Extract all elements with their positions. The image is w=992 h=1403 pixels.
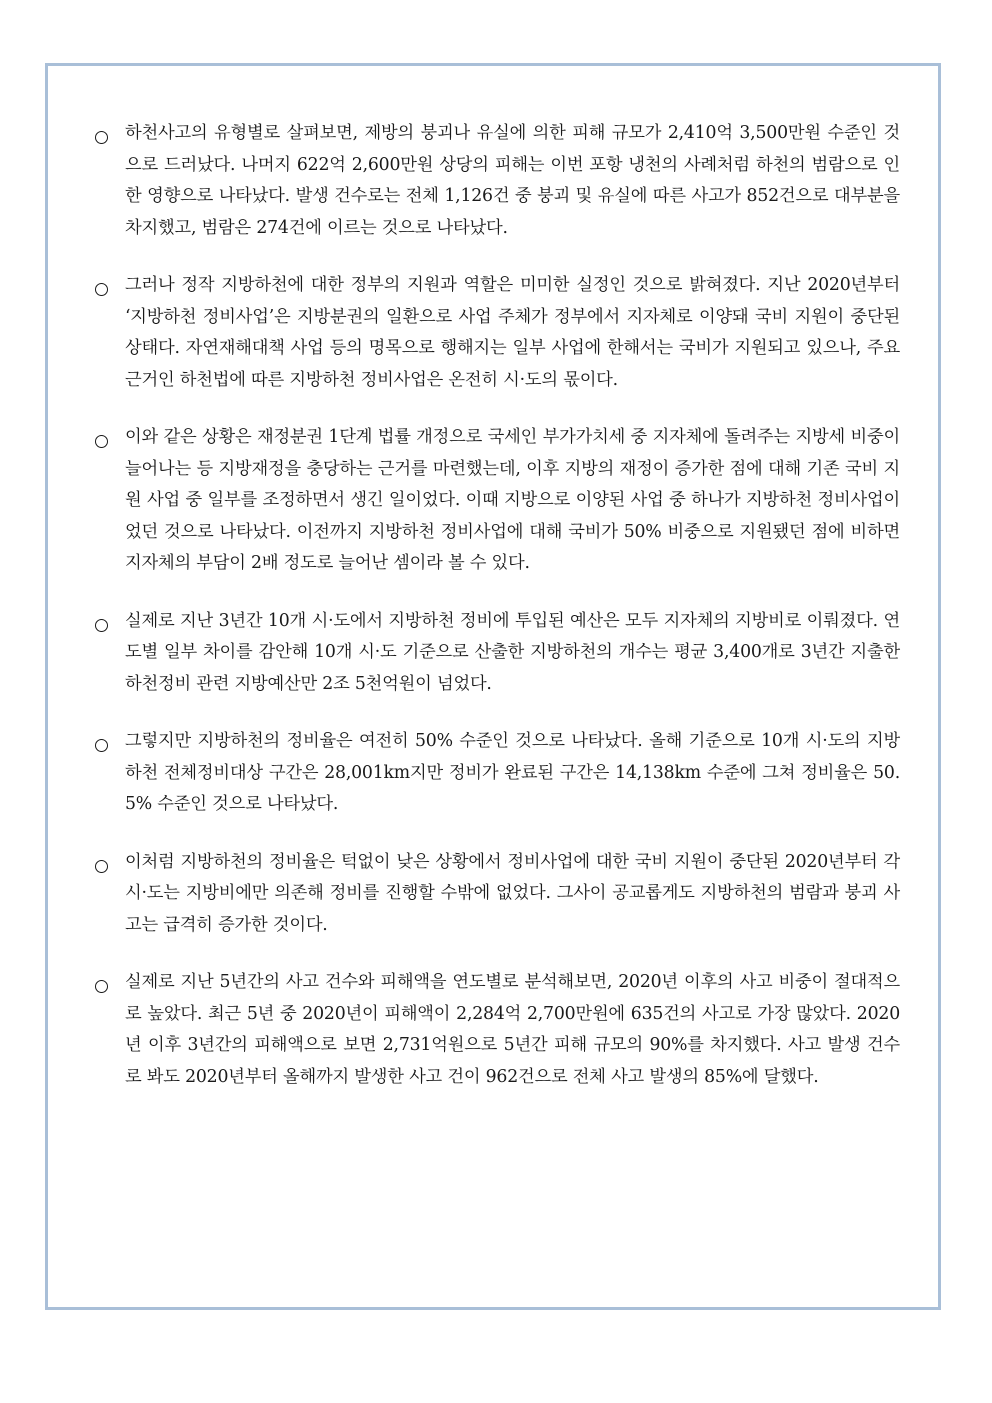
circle-bullet-icon <box>95 860 108 873</box>
paragraph <box>95 847 900 942</box>
paragraph <box>95 726 900 821</box>
paragraph-text: 하천사고의 유형별로 살펴보면, 제방의 붕괴나 유실에 의한 피해 규모가 2,410억 3,500만원 수준인 것으로 드러났다. 나머지 622억 2,600만원 상당의 피해는 이번 포항 냉천의 사례처럼 하천의 범람으로 인한 영향으로 나타났다. 발생 건수로는 전체 1,126건 중 붕괴 및 유실에 따른 사고가 852건으로 대부분을 차지했고, 범람은 274건에 이르는 것으로 나타났다. <box>125 123 900 238</box>
paragraph <box>95 606 900 701</box>
paragraph-text: 이와 같은 상황은 재정분권 1단계 법률 개정으로 국세인 부가가치세 중 지자체에 돌려주는 지방세 비중이 늘어나는 등 지방재정을 충당하는 근거를 마련했는데, 이후 지방의 재정이 증가한 점에 대해 기존 국비 지원 사업 중 일부를 조정하면서 생긴 일이었다. 이때 지방으로 이양된 사업 중 하나가 지방하천 정비사업이었던 것으로 나타났다. 이전까지 지방하천 정비사업에 대해 국비가 50% 비중으로 지원됐던 점에 비하면 지자체의 부담이 2배 정도로 늘어난 셈이라 볼 수 있다. <box>125 427 900 573</box>
circle-bullet-icon <box>95 131 108 144</box>
paragraph-text: 실제로 지난 3년간 10개 시·도에서 지방하천 정비에 투입된 예산은 모두 지자체의 지방비로 이뤄졌다. 연도별 일부 차이를 감안해 10개 시·도 기준으로 산출한 지방하천의 개수는 평균 3,400개로 3년간 지출한 하천정비 관련 지방예산만 2조 5천억원이 넘었다. <box>125 610 900 694</box>
circle-bullet-icon <box>95 980 108 993</box>
paragraph-text: 그러나 정작 지방하천에 대한 정부의 지원과 역할은 미미한 실정인 것으로 밝혀졌다. 지난 2020년부터 ‘지방하천 정비사업’은 지방분권의 일환으로 사업 주체가 정부에서 지자체로 이양돼 국비 지원이 중단된 상태다. 자연재해대책 사업 등의 명목으로 행해지는 일부 사업에 한해서는 국비가 지원되고 있으나, 주요 근거인 하천법에 따른 지방하천 정비사업은 온전히 시·도의 몫이다. <box>125 275 900 390</box>
paragraph <box>95 422 900 580</box>
circle-bullet-icon <box>95 739 108 752</box>
paragraph <box>95 270 900 396</box>
paragraph-text: 이처럼 지방하천의 정비율은 턱없이 낮은 상황에서 정비사업에 대한 국비 지원이 중단된 2020년부터 각 시·도는 지방비에만 의존해 정비를 진행할 수밖에 없었다. 그사이 공교롭게도 지방하천의 범람과 붕괴 사고는 급격히 증가한 것이다. <box>125 851 900 935</box>
paragraph <box>95 967 900 1093</box>
paragraph <box>95 118 900 244</box>
paragraph-text: 실제로 지난 5년간의 사고 건수와 피해액을 연도별로 분석해보면, 2020년 이후의 사고 비중이 절대적으로 높았다. 최근 5년 중 2020년이 피해액이 2,284억 2,700만원에 635건의 사고로 가장 많았다. 2020년 이후 3년간의 피해액으로 보면 2,731억원으로 5년간 피해 규모의 90%를 차지했다. 사고 발생 건수로 봐도 2020년부터 올해까지 발생한 사고 건이 962건으로 전체 사고 발생의 85%에 달했다. <box>125 972 900 1087</box>
circle-bullet-icon <box>95 435 108 448</box>
document-body <box>95 118 900 1119</box>
circle-bullet-icon <box>95 283 108 296</box>
circle-bullet-icon <box>95 619 108 632</box>
paragraph-text: 그렇지만 지방하천의 정비율은 여전히 50% 수준인 것으로 나타났다. 올해 기준으로 10개 시·도의 지방하천 전체정비대상 구간은 28,001km지만 정비가 완료된 구간은 14,138km 수준에 그쳐 정비율은 50.5% 수준인 것으로 나타났다. <box>125 731 900 814</box>
